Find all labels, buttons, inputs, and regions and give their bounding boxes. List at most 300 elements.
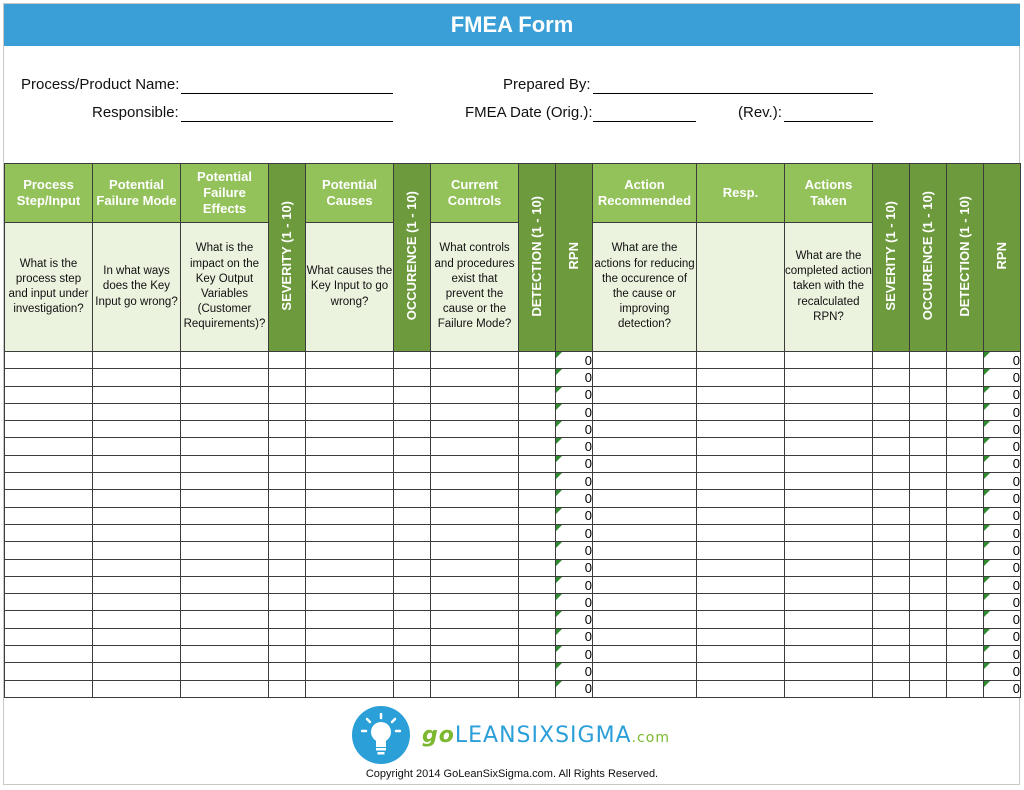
cell-action-recommended[interactable] <box>593 438 697 455</box>
cell-potential-causes[interactable] <box>306 524 394 541</box>
cell-current-controls[interactable] <box>431 611 519 628</box>
cell-occurence[interactable] <box>394 352 431 369</box>
cell-current-controls[interactable] <box>431 421 519 438</box>
cell-failure-effects[interactable] <box>181 473 269 490</box>
cell-occurence-2[interactable] <box>910 594 947 611</box>
cell-severity[interactable] <box>269 352 306 369</box>
cell-actions-taken[interactable] <box>785 663 873 680</box>
cell-severity[interactable] <box>269 663 306 680</box>
cell-resp[interactable] <box>697 369 785 386</box>
cell-failure-effects[interactable] <box>181 594 269 611</box>
cell-process-step[interactable] <box>5 403 93 420</box>
cell-severity[interactable] <box>269 646 306 663</box>
cell-occurence[interactable] <box>394 611 431 628</box>
cell-failure-effects[interactable] <box>181 352 269 369</box>
cell-actions-taken[interactable] <box>785 542 873 559</box>
cell-rpn[interactable] <box>556 369 593 386</box>
cell-resp[interactable] <box>697 559 785 576</box>
cell-failure-effects[interactable] <box>181 680 269 697</box>
cell-severity[interactable] <box>269 542 306 559</box>
cell-action-recommended[interactable] <box>593 594 697 611</box>
cell-resp[interactable] <box>697 386 785 403</box>
cell-current-controls[interactable] <box>431 628 519 645</box>
cell-current-controls[interactable] <box>431 455 519 472</box>
cell-severity-2[interactable] <box>873 473 910 490</box>
cell-rpn[interactable] <box>556 680 593 697</box>
cell-detection-2[interactable] <box>947 352 984 369</box>
cell-occurence-2[interactable] <box>910 507 947 524</box>
cell-process-step[interactable] <box>5 473 93 490</box>
cell-failure-effects[interactable] <box>181 386 269 403</box>
cell-rpn-2[interactable] <box>984 507 1021 524</box>
cell-occurence-2[interactable] <box>910 403 947 420</box>
cell-occurence-2[interactable] <box>910 542 947 559</box>
cell-resp[interactable] <box>697 611 785 628</box>
cell-severity[interactable] <box>269 455 306 472</box>
cell-rpn[interactable] <box>556 455 593 472</box>
cell-potential-causes[interactable] <box>306 576 394 593</box>
cell-rpn[interactable] <box>556 490 593 507</box>
cell-potential-causes[interactable] <box>306 473 394 490</box>
cell-detection[interactable] <box>519 507 556 524</box>
rev-date-field[interactable] <box>784 121 873 122</box>
cell-actions-taken[interactable] <box>785 403 873 420</box>
cell-failure-mode[interactable] <box>93 611 181 628</box>
cell-occurence-2[interactable] <box>910 352 947 369</box>
cell-process-step[interactable] <box>5 438 93 455</box>
cell-failure-effects[interactable] <box>181 455 269 472</box>
cell-severity-2[interactable] <box>873 663 910 680</box>
cell-rpn-2[interactable] <box>984 646 1021 663</box>
cell-actions-taken[interactable] <box>785 386 873 403</box>
cell-process-step[interactable] <box>5 490 93 507</box>
cell-rpn-2[interactable] <box>984 386 1021 403</box>
cell-potential-causes[interactable] <box>306 455 394 472</box>
cell-process-step[interactable] <box>5 663 93 680</box>
cell-current-controls[interactable] <box>431 594 519 611</box>
cell-failure-mode[interactable] <box>93 386 181 403</box>
cell-detection-2[interactable] <box>947 490 984 507</box>
cell-failure-mode[interactable] <box>93 438 181 455</box>
cell-rpn-2[interactable] <box>984 438 1021 455</box>
cell-occurence[interactable] <box>394 455 431 472</box>
cell-detection-2[interactable] <box>947 386 984 403</box>
cell-rpn[interactable] <box>556 386 593 403</box>
cell-failure-mode[interactable] <box>93 559 181 576</box>
cell-severity[interactable] <box>269 628 306 645</box>
cell-rpn-2[interactable] <box>984 576 1021 593</box>
cell-severity-2[interactable] <box>873 611 910 628</box>
cell-action-recommended[interactable] <box>593 628 697 645</box>
cell-action-recommended[interactable] <box>593 386 697 403</box>
cell-failure-mode[interactable] <box>93 646 181 663</box>
cell-failure-mode[interactable] <box>93 594 181 611</box>
cell-occurence[interactable] <box>394 403 431 420</box>
cell-current-controls[interactable] <box>431 386 519 403</box>
cell-detection[interactable] <box>519 628 556 645</box>
cell-detection-2[interactable] <box>947 559 984 576</box>
cell-failure-mode[interactable] <box>93 455 181 472</box>
cell-potential-causes[interactable] <box>306 611 394 628</box>
cell-severity-2[interactable] <box>873 455 910 472</box>
cell-process-step[interactable] <box>5 507 93 524</box>
cell-occurence[interactable] <box>394 663 431 680</box>
cell-severity[interactable] <box>269 594 306 611</box>
cell-current-controls[interactable] <box>431 490 519 507</box>
cell-rpn[interactable] <box>556 352 593 369</box>
cell-actions-taken[interactable] <box>785 594 873 611</box>
cell-resp[interactable] <box>697 455 785 472</box>
cell-severity-2[interactable] <box>873 594 910 611</box>
cell-potential-causes[interactable] <box>306 594 394 611</box>
cell-rpn-2[interactable] <box>984 421 1021 438</box>
cell-failure-mode[interactable] <box>93 507 181 524</box>
cell-occurence[interactable] <box>394 490 431 507</box>
cell-rpn-2[interactable] <box>984 680 1021 697</box>
cell-severity-2[interactable] <box>873 559 910 576</box>
cell-detection[interactable] <box>519 490 556 507</box>
cell-current-controls[interactable] <box>431 524 519 541</box>
cell-process-step[interactable] <box>5 369 93 386</box>
cell-severity-2[interactable] <box>873 438 910 455</box>
cell-detection[interactable] <box>519 455 556 472</box>
cell-occurence-2[interactable] <box>910 646 947 663</box>
cell-resp[interactable] <box>697 352 785 369</box>
cell-action-recommended[interactable] <box>593 646 697 663</box>
cell-action-recommended[interactable] <box>593 352 697 369</box>
cell-occurence-2[interactable] <box>910 559 947 576</box>
cell-potential-causes[interactable] <box>306 559 394 576</box>
cell-rpn-2[interactable] <box>984 559 1021 576</box>
cell-actions-taken[interactable] <box>785 455 873 472</box>
cell-occurence[interactable] <box>394 594 431 611</box>
cell-potential-causes[interactable] <box>306 507 394 524</box>
cell-potential-causes[interactable] <box>306 438 394 455</box>
cell-detection-2[interactable] <box>947 369 984 386</box>
cell-action-recommended[interactable] <box>593 490 697 507</box>
cell-rpn[interactable] <box>556 542 593 559</box>
cell-failure-effects[interactable] <box>181 611 269 628</box>
cell-rpn[interactable] <box>556 576 593 593</box>
cell-failure-effects[interactable] <box>181 438 269 455</box>
cell-potential-causes[interactable] <box>306 663 394 680</box>
cell-current-controls[interactable] <box>431 473 519 490</box>
cell-action-recommended[interactable] <box>593 611 697 628</box>
cell-potential-causes[interactable] <box>306 628 394 645</box>
cell-rpn-2[interactable] <box>984 611 1021 628</box>
cell-potential-causes[interactable] <box>306 646 394 663</box>
cell-failure-mode[interactable] <box>93 524 181 541</box>
cell-severity[interactable] <box>269 386 306 403</box>
cell-failure-mode[interactable] <box>93 628 181 645</box>
cell-rpn-2[interactable] <box>984 663 1021 680</box>
cell-actions-taken[interactable] <box>785 646 873 663</box>
cell-potential-causes[interactable] <box>306 421 394 438</box>
cell-severity[interactable] <box>269 507 306 524</box>
cell-rpn[interactable] <box>556 473 593 490</box>
cell-severity-2[interactable] <box>873 490 910 507</box>
cell-failure-mode[interactable] <box>93 680 181 697</box>
process-name-field[interactable] <box>181 93 393 94</box>
cell-action-recommended[interactable] <box>593 576 697 593</box>
fmea-date-field[interactable] <box>593 121 696 122</box>
cell-resp[interactable] <box>697 576 785 593</box>
cell-resp[interactable] <box>697 473 785 490</box>
cell-action-recommended[interactable] <box>593 524 697 541</box>
cell-detection-2[interactable] <box>947 594 984 611</box>
cell-severity-2[interactable] <box>873 646 910 663</box>
cell-resp[interactable] <box>697 490 785 507</box>
cell-failure-effects[interactable] <box>181 559 269 576</box>
cell-occurence-2[interactable] <box>910 611 947 628</box>
cell-occurence-2[interactable] <box>910 473 947 490</box>
cell-resp[interactable] <box>697 594 785 611</box>
cell-failure-effects[interactable] <box>181 628 269 645</box>
cell-resp[interactable] <box>697 507 785 524</box>
cell-action-recommended[interactable] <box>593 663 697 680</box>
cell-detection-2[interactable] <box>947 473 984 490</box>
cell-rpn[interactable] <box>556 421 593 438</box>
cell-process-step[interactable] <box>5 628 93 645</box>
cell-actions-taken[interactable] <box>785 524 873 541</box>
cell-detection-2[interactable] <box>947 455 984 472</box>
cell-occurence-2[interactable] <box>910 628 947 645</box>
cell-detection-2[interactable] <box>947 646 984 663</box>
cell-process-step[interactable] <box>5 576 93 593</box>
cell-detection-2[interactable] <box>947 542 984 559</box>
cell-severity[interactable] <box>269 421 306 438</box>
cell-failure-mode[interactable] <box>93 473 181 490</box>
cell-occurence[interactable] <box>394 421 431 438</box>
cell-actions-taken[interactable] <box>785 628 873 645</box>
cell-detection[interactable] <box>519 663 556 680</box>
prepared-by-field[interactable] <box>593 93 873 94</box>
cell-action-recommended[interactable] <box>593 421 697 438</box>
cell-current-controls[interactable] <box>431 646 519 663</box>
cell-detection[interactable] <box>519 438 556 455</box>
cell-action-recommended[interactable] <box>593 455 697 472</box>
cell-rpn-2[interactable] <box>984 455 1021 472</box>
cell-actions-taken[interactable] <box>785 507 873 524</box>
cell-severity-2[interactable] <box>873 542 910 559</box>
cell-failure-mode[interactable] <box>93 576 181 593</box>
cell-severity-2[interactable] <box>873 524 910 541</box>
cell-occurence-2[interactable] <box>910 663 947 680</box>
cell-failure-mode[interactable] <box>93 352 181 369</box>
cell-actions-taken[interactable] <box>785 611 873 628</box>
cell-actions-taken[interactable] <box>785 473 873 490</box>
cell-current-controls[interactable] <box>431 403 519 420</box>
cell-severity[interactable] <box>269 369 306 386</box>
cell-severity[interactable] <box>269 524 306 541</box>
cell-detection-2[interactable] <box>947 628 984 645</box>
cell-rpn[interactable] <box>556 663 593 680</box>
cell-resp[interactable] <box>697 663 785 680</box>
cell-rpn[interactable] <box>556 524 593 541</box>
cell-failure-effects[interactable] <box>181 369 269 386</box>
cell-current-controls[interactable] <box>431 369 519 386</box>
cell-actions-taken[interactable] <box>785 369 873 386</box>
cell-severity-2[interactable] <box>873 507 910 524</box>
cell-detection-2[interactable] <box>947 524 984 541</box>
cell-failure-mode[interactable] <box>93 403 181 420</box>
cell-action-recommended[interactable] <box>593 507 697 524</box>
cell-action-recommended[interactable] <box>593 542 697 559</box>
cell-rpn-2[interactable] <box>984 403 1021 420</box>
cell-current-controls[interactable] <box>431 438 519 455</box>
cell-severity[interactable] <box>269 403 306 420</box>
cell-rpn-2[interactable] <box>984 542 1021 559</box>
cell-severity[interactable] <box>269 611 306 628</box>
cell-detection-2[interactable] <box>947 576 984 593</box>
cell-detection-2[interactable] <box>947 611 984 628</box>
cell-detection-2[interactable] <box>947 663 984 680</box>
cell-occurence[interactable] <box>394 680 431 697</box>
cell-resp[interactable] <box>697 542 785 559</box>
cell-potential-causes[interactable] <box>306 386 394 403</box>
cell-severity-2[interactable] <box>873 628 910 645</box>
cell-current-controls[interactable] <box>431 352 519 369</box>
cell-potential-causes[interactable] <box>306 680 394 697</box>
cell-potential-causes[interactable] <box>306 403 394 420</box>
cell-rpn[interactable] <box>556 611 593 628</box>
cell-severity-2[interactable] <box>873 576 910 593</box>
cell-severity-2[interactable] <box>873 403 910 420</box>
cell-failure-mode[interactable] <box>93 421 181 438</box>
cell-occurence-2[interactable] <box>910 438 947 455</box>
cell-detection-2[interactable] <box>947 403 984 420</box>
cell-severity[interactable] <box>269 576 306 593</box>
cell-occurence[interactable] <box>394 542 431 559</box>
cell-severity[interactable] <box>269 473 306 490</box>
cell-severity[interactable] <box>269 490 306 507</box>
cell-rpn-2[interactable] <box>984 473 1021 490</box>
cell-rpn-2[interactable] <box>984 490 1021 507</box>
cell-rpn-2[interactable] <box>984 352 1021 369</box>
cell-severity-2[interactable] <box>873 369 910 386</box>
cell-occurence[interactable] <box>394 473 431 490</box>
cell-current-controls[interactable] <box>431 663 519 680</box>
cell-resp[interactable] <box>697 646 785 663</box>
cell-potential-causes[interactable] <box>306 352 394 369</box>
cell-rpn[interactable] <box>556 507 593 524</box>
cell-severity-2[interactable] <box>873 352 910 369</box>
cell-detection[interactable] <box>519 403 556 420</box>
cell-action-recommended[interactable] <box>593 680 697 697</box>
cell-rpn[interactable] <box>556 438 593 455</box>
cell-detection[interactable] <box>519 680 556 697</box>
responsible-field[interactable] <box>181 121 393 122</box>
cell-detection[interactable] <box>519 352 556 369</box>
cell-failure-effects[interactable] <box>181 646 269 663</box>
cell-actions-taken[interactable] <box>785 438 873 455</box>
cell-process-step[interactable] <box>5 542 93 559</box>
cell-rpn-2[interactable] <box>984 628 1021 645</box>
cell-detection-2[interactable] <box>947 680 984 697</box>
cell-current-controls[interactable] <box>431 576 519 593</box>
cell-process-step[interactable] <box>5 386 93 403</box>
cell-detection-2[interactable] <box>947 421 984 438</box>
cell-occurence-2[interactable] <box>910 421 947 438</box>
cell-resp[interactable] <box>697 680 785 697</box>
cell-failure-mode[interactable] <box>93 490 181 507</box>
cell-detection-2[interactable] <box>947 438 984 455</box>
cell-occurence[interactable] <box>394 559 431 576</box>
cell-detection[interactable] <box>519 576 556 593</box>
cell-detection[interactable] <box>519 594 556 611</box>
cell-detection-2[interactable] <box>947 507 984 524</box>
cell-action-recommended[interactable] <box>593 559 697 576</box>
cell-failure-effects[interactable] <box>181 403 269 420</box>
cell-rpn[interactable] <box>556 594 593 611</box>
cell-failure-mode[interactable] <box>93 369 181 386</box>
cell-severity-2[interactable] <box>873 680 910 697</box>
cell-failure-effects[interactable] <box>181 542 269 559</box>
cell-failure-effects[interactable] <box>181 490 269 507</box>
cell-actions-taken[interactable] <box>785 352 873 369</box>
cell-rpn[interactable] <box>556 403 593 420</box>
cell-occurence[interactable] <box>394 524 431 541</box>
cell-occurence-2[interactable] <box>910 455 947 472</box>
cell-occurence-2[interactable] <box>910 386 947 403</box>
cell-actions-taken[interactable] <box>785 421 873 438</box>
cell-process-step[interactable] <box>5 352 93 369</box>
cell-resp[interactable] <box>697 403 785 420</box>
cell-failure-mode[interactable] <box>93 663 181 680</box>
cell-severity-2[interactable] <box>873 386 910 403</box>
cell-action-recommended[interactable] <box>593 403 697 420</box>
cell-severity[interactable] <box>269 559 306 576</box>
cell-resp[interactable] <box>697 438 785 455</box>
cell-process-step[interactable] <box>5 421 93 438</box>
cell-failure-effects[interactable] <box>181 663 269 680</box>
cell-failure-effects[interactable] <box>181 524 269 541</box>
cell-current-controls[interactable] <box>431 559 519 576</box>
cell-action-recommended[interactable] <box>593 473 697 490</box>
cell-process-step[interactable] <box>5 646 93 663</box>
cell-process-step[interactable] <box>5 594 93 611</box>
cell-severity[interactable] <box>269 680 306 697</box>
cell-process-step[interactable] <box>5 680 93 697</box>
cell-current-controls[interactable] <box>431 542 519 559</box>
cell-occurence-2[interactable] <box>910 490 947 507</box>
cell-process-step[interactable] <box>5 524 93 541</box>
cell-potential-causes[interactable] <box>306 490 394 507</box>
cell-occurence[interactable] <box>394 507 431 524</box>
cell-failure-effects[interactable] <box>181 421 269 438</box>
cell-potential-causes[interactable] <box>306 542 394 559</box>
cell-resp[interactable] <box>697 524 785 541</box>
cell-potential-causes[interactable] <box>306 369 394 386</box>
cell-process-step[interactable] <box>5 611 93 628</box>
cell-process-step[interactable] <box>5 559 93 576</box>
cell-failure-effects[interactable] <box>181 507 269 524</box>
cell-rpn-2[interactable] <box>984 524 1021 541</box>
cell-action-recommended[interactable] <box>593 369 697 386</box>
cell-occurence-2[interactable] <box>910 576 947 593</box>
cell-current-controls[interactable] <box>431 680 519 697</box>
cell-occurence[interactable] <box>394 386 431 403</box>
cell-detection[interactable] <box>519 611 556 628</box>
cell-occurence[interactable] <box>394 369 431 386</box>
cell-detection[interactable] <box>519 542 556 559</box>
cell-occurence[interactable] <box>394 576 431 593</box>
cell-rpn-2[interactable] <box>984 594 1021 611</box>
cell-actions-taken[interactable] <box>785 490 873 507</box>
cell-process-step[interactable] <box>5 455 93 472</box>
cell-occurence[interactable] <box>394 646 431 663</box>
cell-detection[interactable] <box>519 524 556 541</box>
